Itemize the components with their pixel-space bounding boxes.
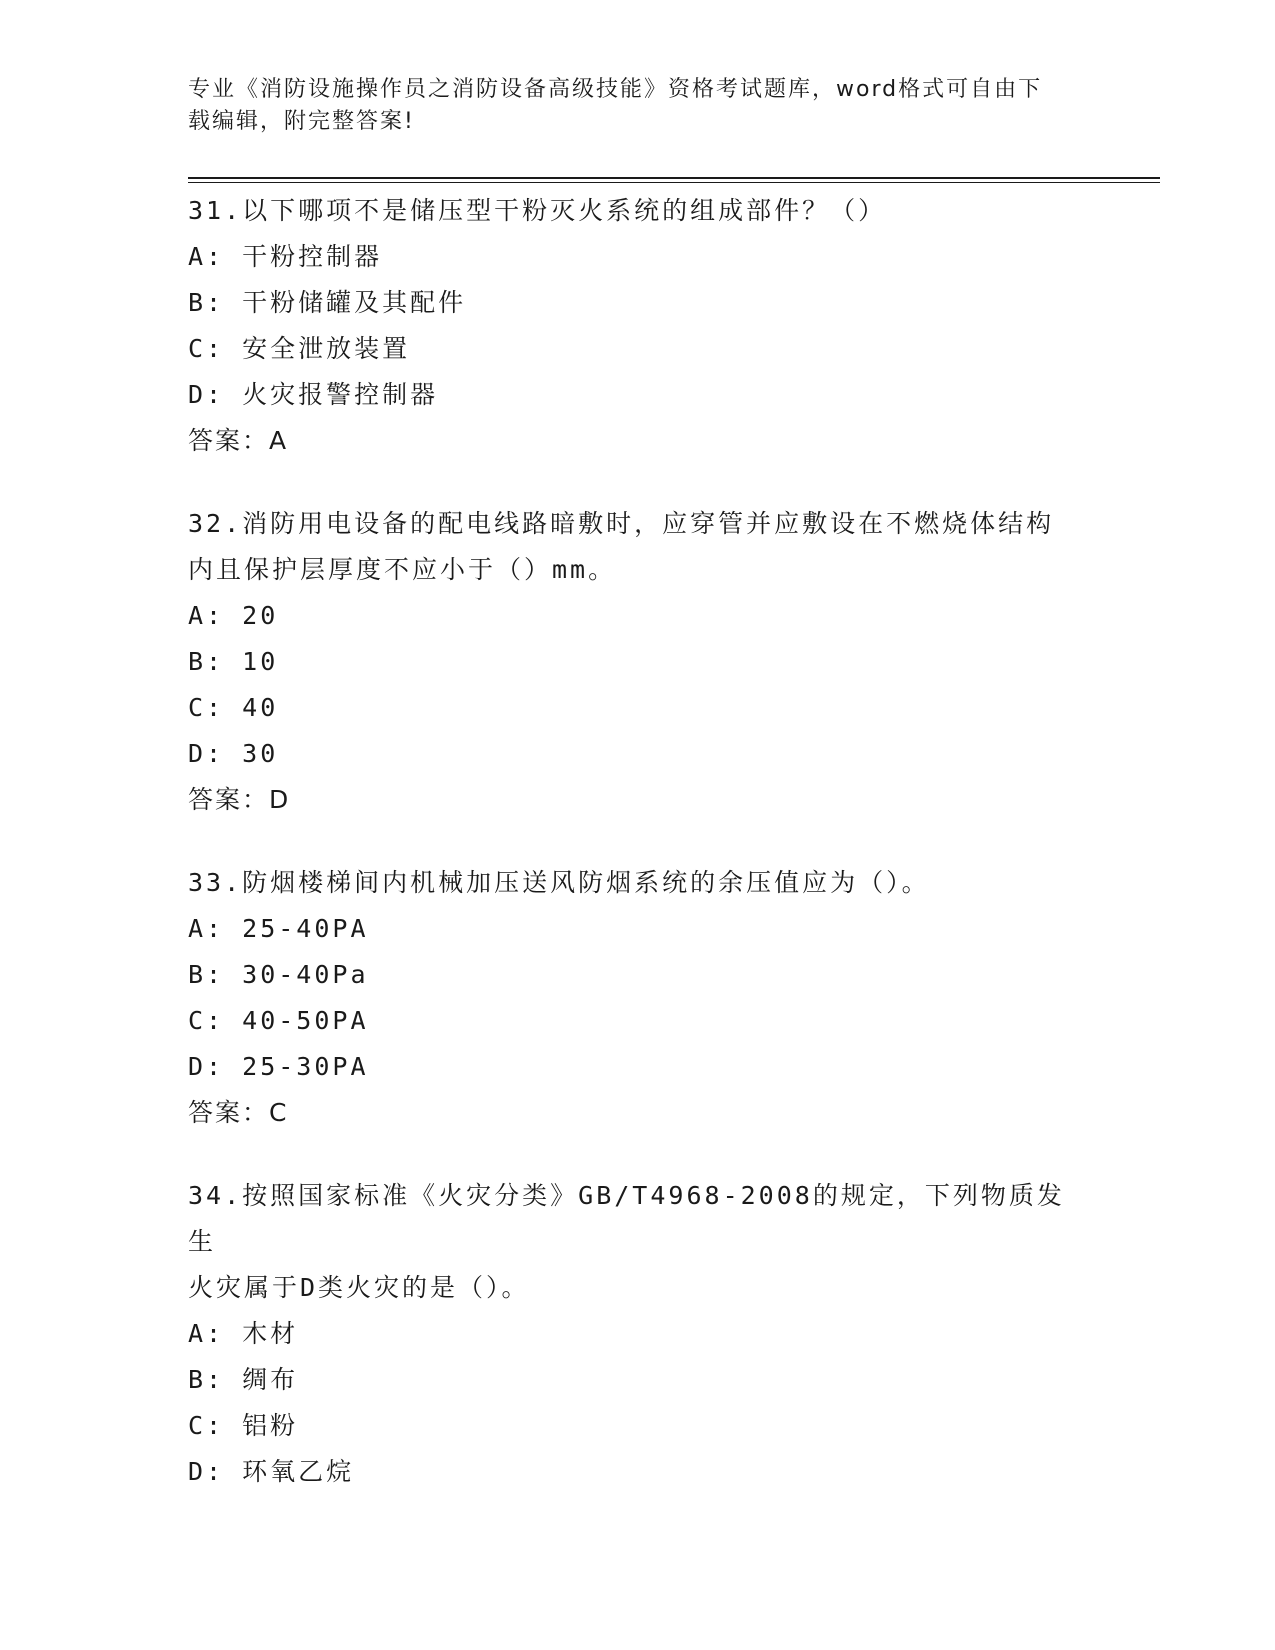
answer-line: 答案：A bbox=[188, 426, 289, 455]
option-c: C: 铝粉 bbox=[188, 1411, 299, 1440]
header-divider-thin bbox=[188, 182, 1160, 183]
option-a: A: 干粉控制器 bbox=[188, 242, 383, 271]
question-31 bbox=[188, 188, 1088, 464]
header-line-1: 专业《消防设施操作员之消防设备高级技能》资格考试题库，word格式可自由下 bbox=[188, 77, 1043, 102]
header-line-2: 载编辑，附完整答案! bbox=[188, 109, 415, 134]
answer-line: 答案：D bbox=[188, 785, 291, 814]
option-d: D: 25-30PA bbox=[188, 1052, 369, 1081]
option-b: B: 10 bbox=[188, 647, 279, 676]
question-stem: 34.按照国家标准《火灾分类》GB/T4968-2008的规定，下列物质发生 bbox=[188, 1181, 1065, 1256]
question-stem-continuation: 内且保护层厚度不应小于（）mm。 bbox=[188, 555, 617, 584]
question-stem-continuation: 火灾属于D类火灾的是（）。 bbox=[188, 1273, 530, 1302]
option-d: D: 30 bbox=[188, 739, 279, 768]
option-b: B: 干粉储罐及其配件 bbox=[188, 288, 467, 317]
option-c: C: 40 bbox=[188, 693, 279, 722]
question-33 bbox=[188, 860, 1088, 1136]
option-d: D: 环氧乙烷 bbox=[188, 1457, 355, 1486]
question-stem: 33.防烟楼梯间内机械加压送风防烟系统的余压值应为（）。 bbox=[188, 868, 930, 897]
question-32 bbox=[188, 501, 1088, 823]
document-header bbox=[188, 74, 1068, 138]
option-b: B: 绸布 bbox=[188, 1365, 299, 1394]
option-a: A: 木材 bbox=[188, 1319, 299, 1348]
question-stem: 31.以下哪项不是储压型干粉灭火系统的组成部件？（） bbox=[188, 196, 887, 225]
option-a: A: 25-40PA bbox=[188, 914, 369, 943]
question-34 bbox=[188, 1173, 1088, 1495]
option-c: C: 安全泄放装置 bbox=[188, 334, 411, 363]
option-c: C: 40-50PA bbox=[188, 1006, 369, 1035]
question-stem: 32.消防用电设备的配电线路暗敷时，应穿管并应敷设在不燃烧体结构 bbox=[188, 509, 1055, 538]
option-b: B: 30-40Pa bbox=[188, 960, 369, 989]
question-list bbox=[188, 188, 1088, 1532]
answer-line: 答案：C bbox=[188, 1098, 289, 1127]
option-d: D: 火灾报警控制器 bbox=[188, 380, 439, 409]
option-a: A: 20 bbox=[188, 601, 279, 630]
header-divider-thick bbox=[188, 177, 1160, 179]
